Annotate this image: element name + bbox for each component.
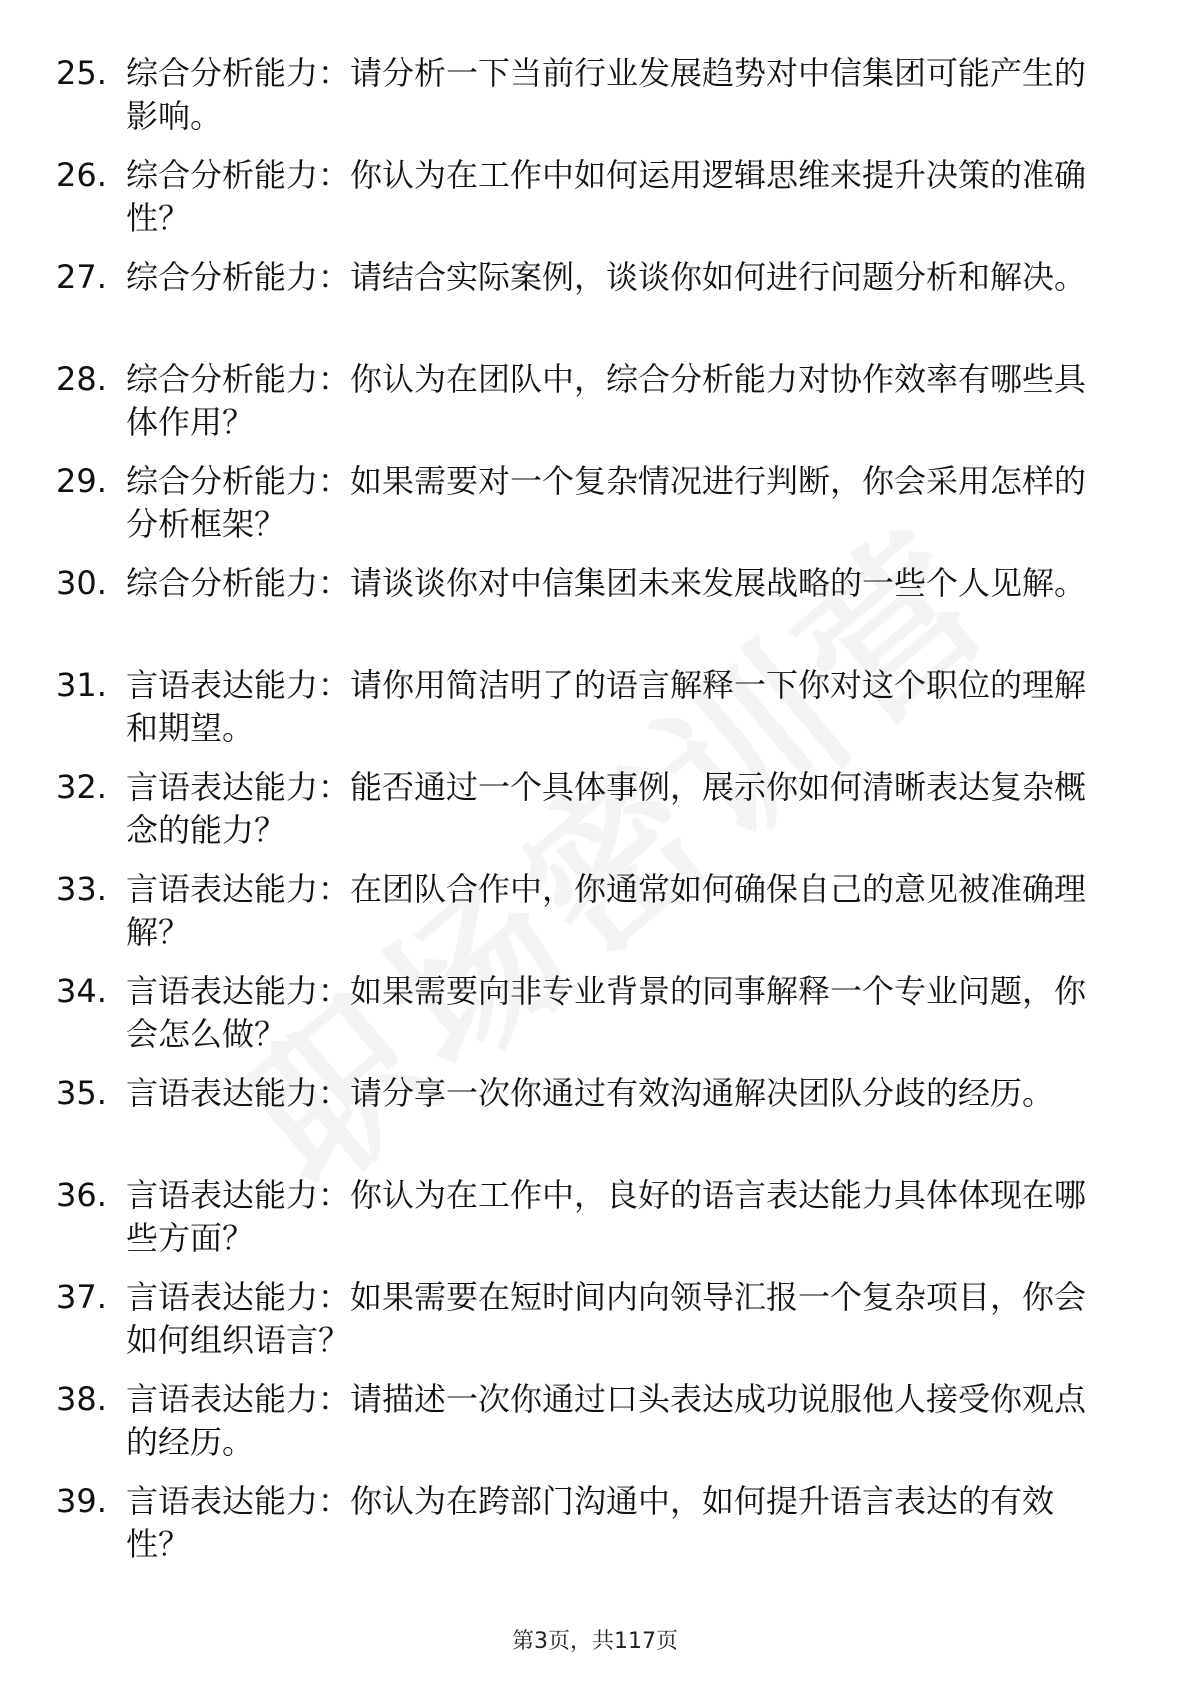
item-number: 37.	[56, 1278, 107, 1316]
list-item	[56, 154, 1116, 240]
item-text: 综合分析能力：请谈谈你对中信集团未来发展战略的一些个人见解。	[126, 564, 1087, 602]
list-item	[56, 1480, 1116, 1566]
item-text: 综合分析能力：你认为在团队中，综合分析能力对协作效率有哪些具体作用？	[126, 360, 1087, 441]
list-item	[56, 1276, 1116, 1362]
item-text: 言语表达能力：能否通过一个具体事例，展示你如何清晰表达复杂概念的能力？	[126, 768, 1087, 849]
page-footer	[0, 1624, 1190, 1655]
item-text: 综合分析能力：你认为在工作中如何运用逻辑思维来提升决策的准确性？	[126, 156, 1087, 237]
item-text: 言语表达能力：请你用简洁明了的语言解释一下你对这个职位的理解和期望。	[126, 666, 1087, 747]
item-number: 34.	[56, 972, 107, 1010]
list-item	[56, 1072, 1116, 1158]
question-list	[56, 52, 1116, 1582]
item-number: 26.	[56, 156, 107, 194]
list-item	[56, 868, 1116, 954]
item-text: 综合分析能力：请结合实际案例，谈谈你如何进行问题分析和解决。	[126, 258, 1087, 296]
item-text: 言语表达能力：如果需要向非专业背景的同事解释一个专业问题，你会怎么做？	[126, 972, 1087, 1053]
item-number: 30.	[56, 564, 107, 602]
page-number-label: 第3页，共117页	[512, 1629, 678, 1654]
list-item	[56, 52, 1116, 138]
item-number: 29.	[56, 462, 107, 500]
list-item	[56, 970, 1116, 1056]
list-item	[56, 460, 1116, 546]
item-number: 38.	[56, 1380, 107, 1418]
item-text: 言语表达能力：如果需要在短时间内向领导汇报一个复杂项目，你会如何组织语言？	[126, 1278, 1087, 1359]
list-item	[56, 1174, 1116, 1260]
item-number: 35.	[56, 1074, 107, 1112]
item-number: 28.	[56, 360, 107, 398]
item-text: 言语表达能力：你认为在跨部门沟通中，如何提升语言表达的有效性？	[126, 1482, 1055, 1563]
list-item	[56, 1378, 1116, 1464]
item-number: 33.	[56, 870, 107, 908]
list-item	[56, 562, 1116, 648]
list-item	[56, 664, 1116, 750]
item-text: 言语表达能力：你认为在工作中，良好的语言表达能力具体体现在哪些方面？	[126, 1176, 1087, 1257]
item-text: 言语表达能力：在团队合作中，你通常如何确保自己的意见被准确理解？	[126, 870, 1087, 951]
item-text: 言语表达能力：请描述一次你通过口头表达成功说服他人接受你观点的经历。	[126, 1380, 1087, 1461]
item-number: 32.	[56, 768, 107, 806]
item-number: 27.	[56, 258, 107, 296]
list-item	[56, 256, 1116, 342]
list-item	[56, 358, 1116, 444]
item-number: 39.	[56, 1482, 107, 1520]
item-number: 31.	[56, 666, 107, 704]
item-number: 25.	[56, 54, 107, 92]
item-text: 言语表达能力：请分享一次你通过有效沟通解决团队分歧的经历。	[126, 1074, 1055, 1112]
item-text: 综合分析能力：如果需要对一个复杂情况进行判断，你会采用怎样的分析框架？	[126, 462, 1087, 543]
item-number: 36.	[56, 1176, 107, 1214]
list-item	[56, 766, 1116, 852]
item-text: 综合分析能力：请分析一下当前行业发展趋势对中信集团可能产生的影响。	[126, 54, 1087, 135]
